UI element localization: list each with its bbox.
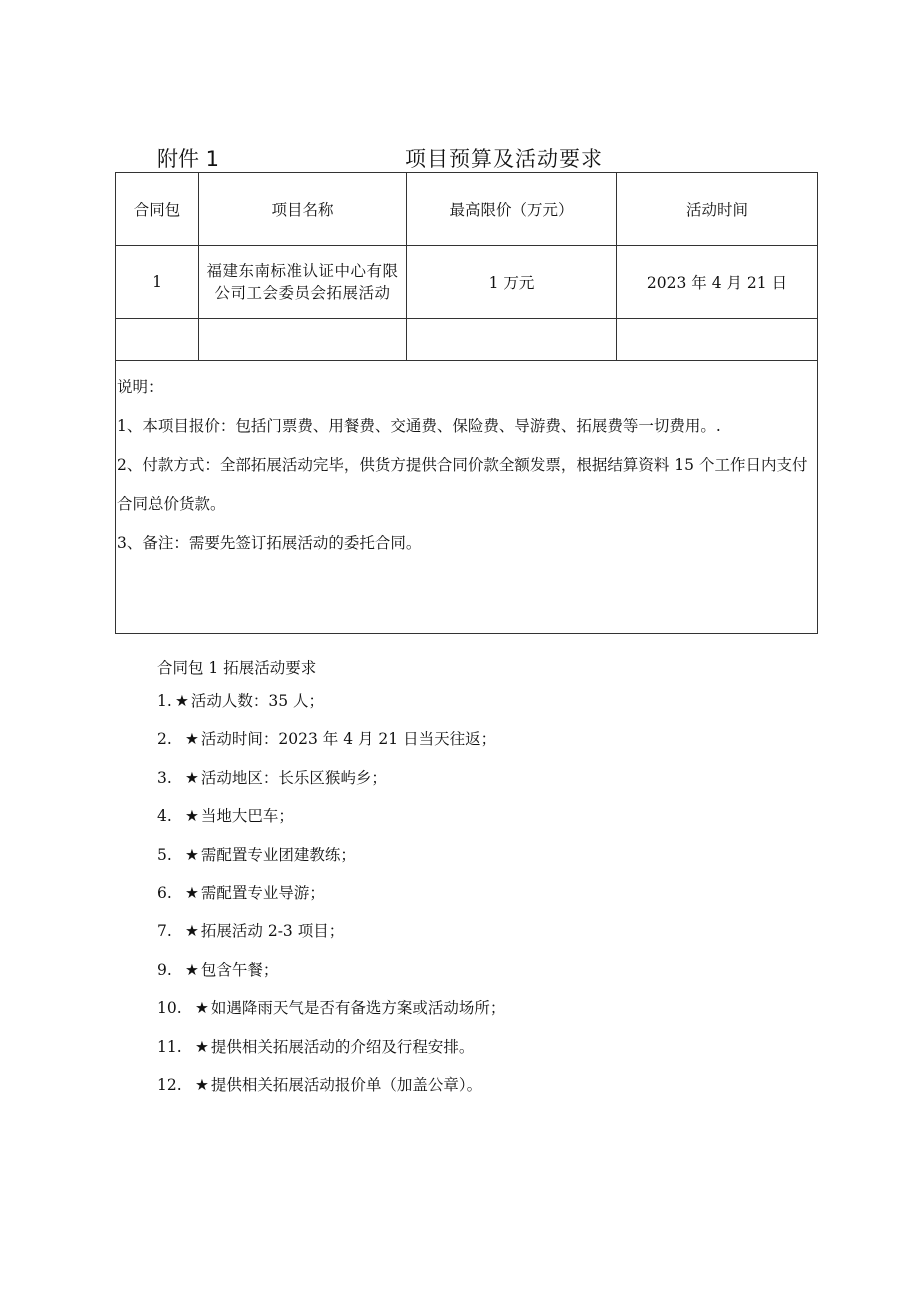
document-header bbox=[157, 143, 717, 173]
star-icon: ★ bbox=[195, 1075, 209, 1094]
star-icon: ★ bbox=[175, 692, 189, 710]
star-icon: ★ bbox=[185, 883, 199, 902]
table-row bbox=[116, 246, 818, 319]
list-item bbox=[157, 1066, 797, 1104]
star-icon: ★ bbox=[185, 768, 199, 787]
page-title: 项目预算及活动要求 bbox=[405, 147, 603, 171]
empty-cell bbox=[617, 319, 818, 361]
column-header-name: 项目名称 bbox=[199, 173, 407, 246]
cell-price: 1 万元 bbox=[407, 246, 617, 319]
budget-table bbox=[115, 172, 818, 634]
note-item: 2、付款方式：全部拓展活动完毕，供货方提供合同价款全额发票，根据结算资料 15 个工作日内支付合同总价货款。 bbox=[117, 456, 808, 513]
list-item bbox=[157, 1028, 797, 1066]
list-item-number: 12. bbox=[157, 1075, 182, 1094]
list-item-text: 需配置专业导游； bbox=[200, 883, 325, 902]
list-item bbox=[157, 989, 797, 1027]
list-item-number: 6. bbox=[157, 883, 172, 902]
list-item-text: 当地大巴车； bbox=[200, 807, 294, 826]
column-header-package: 合同包 bbox=[116, 173, 199, 246]
requirements-title: 合同包 1 拓展活动要求 bbox=[157, 659, 317, 677]
notes-row bbox=[116, 361, 818, 634]
list-item-number: 7. bbox=[157, 922, 172, 941]
star-icon: ★ bbox=[195, 1037, 209, 1056]
column-header-time: 活动时间 bbox=[617, 173, 818, 246]
list-item bbox=[157, 682, 797, 720]
list-item-text: 活动时间：2023 年 4 月 21 日当天往返； bbox=[200, 730, 497, 749]
list-item bbox=[157, 836, 797, 874]
empty-cell bbox=[199, 319, 407, 361]
list-item-number: 11. bbox=[157, 1037, 182, 1056]
requirements-section bbox=[157, 654, 797, 1104]
notes-cell bbox=[116, 361, 818, 634]
list-item-text: 如遇降雨天气是否有备选方案或活动场所； bbox=[210, 999, 506, 1018]
note-item: 1、本项目报价：包括门票费、用餐费、交通费、保险费、导游费、拓展费等一切费用。. bbox=[117, 417, 721, 435]
list-item bbox=[157, 797, 797, 835]
list-item-text: 活动地区：长乐区猴屿乡； bbox=[200, 768, 387, 787]
list-item-number: 4. bbox=[157, 807, 172, 826]
cell-project-name: 福建东南标准认证中心有限公司工会委员会拓展活动 bbox=[199, 246, 407, 319]
table-row-empty bbox=[116, 319, 818, 361]
list-item-text: 包含午餐； bbox=[200, 960, 279, 979]
list-item-number: 10. bbox=[157, 999, 182, 1018]
list-item-text: 提供相关拓展活动报价单（加盖公章）。 bbox=[210, 1075, 483, 1094]
list-item-number: 1. bbox=[157, 692, 172, 710]
note-item: 3、备注：需要先签订拓展活动的委托合同。 bbox=[117, 534, 422, 552]
list-item-text: 需配置专业团建教练； bbox=[200, 845, 356, 864]
cell-activity-time: 2023 年 4 月 21 日 bbox=[617, 246, 818, 319]
star-icon: ★ bbox=[185, 730, 199, 749]
star-icon: ★ bbox=[185, 845, 199, 864]
list-item-number: 5. bbox=[157, 845, 172, 864]
attachment-label: 附件 1 bbox=[157, 147, 220, 171]
column-header-price: 最高限价（万元） bbox=[407, 173, 617, 246]
list-item bbox=[157, 759, 797, 797]
empty-cell bbox=[407, 319, 617, 361]
star-icon: ★ bbox=[195, 999, 209, 1018]
star-icon: ★ bbox=[185, 807, 199, 826]
cell-package: 1 bbox=[116, 246, 199, 319]
requirements-list bbox=[157, 682, 797, 1104]
list-item-text: 拓展活动 2-3 项目； bbox=[200, 922, 345, 941]
list-item bbox=[157, 720, 797, 758]
list-item-number: 3. bbox=[157, 768, 172, 787]
list-item bbox=[157, 874, 797, 912]
table-header-row bbox=[116, 173, 818, 246]
list-item-number: 2. bbox=[157, 730, 172, 749]
list-item-text: 活动人数：35 人； bbox=[190, 692, 325, 710]
list-item-text: 提供相关拓展活动的介绍及行程安排。 bbox=[210, 1037, 475, 1056]
empty-cell bbox=[116, 319, 199, 361]
star-icon: ★ bbox=[185, 960, 199, 979]
list-item-number: 9. bbox=[157, 960, 172, 979]
list-item bbox=[157, 912, 797, 950]
list-item bbox=[157, 951, 797, 989]
notes-heading: 说明： bbox=[117, 378, 164, 396]
star-icon: ★ bbox=[185, 922, 199, 941]
